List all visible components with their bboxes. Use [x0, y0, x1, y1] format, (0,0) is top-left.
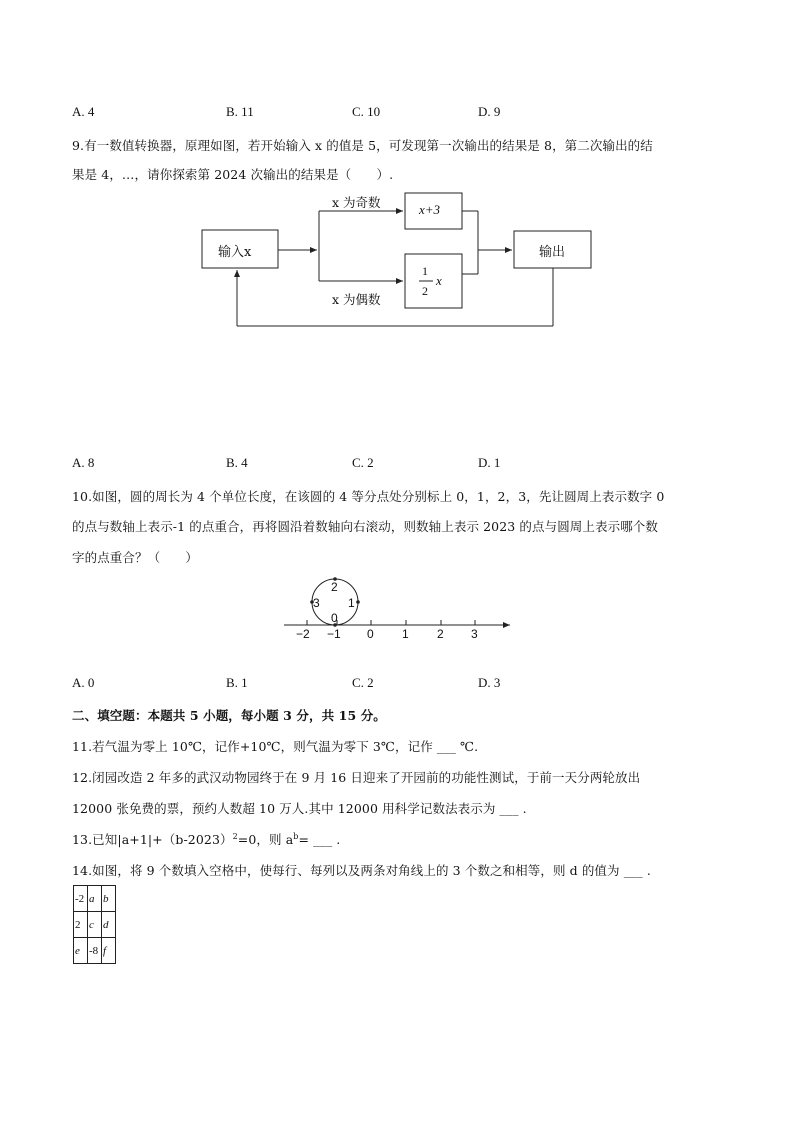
grid-cell: f: [102, 938, 116, 964]
axis-tick-2: 2: [437, 627, 444, 641]
grid-cell: d: [102, 912, 116, 938]
grid-cell: 2: [74, 912, 88, 938]
flow-odd-box-text: x+3: [419, 202, 441, 217]
magic-square-grid: [73, 885, 116, 964]
q8-option-a: A. 4: [72, 104, 95, 119]
flow-odd-label: x 为奇数: [332, 195, 381, 210]
q12-stem-line2: 12000 张免费的票，预约人数超 10 万人.其中 12000 用科学记数法表示为 ___ .: [72, 801, 527, 816]
flow-even-var: x: [436, 273, 442, 288]
flow-even-den: 2: [422, 284, 428, 298]
q10-option-d: D. 3: [478, 675, 501, 690]
grid-cell: c: [88, 912, 102, 938]
axis-tick-neg2: −2: [296, 627, 310, 641]
q13-mid: =0，则 a: [237, 832, 294, 847]
flow-even-num: 1: [422, 264, 428, 278]
q8-option-d: D. 9: [478, 104, 501, 119]
q10-stem-line3: 字的点重合？（ ）: [72, 550, 199, 565]
q14-stem: 14.如图，将 9 个数填入空格中，使每行、每列以及两条对角线上的 3 个数之和相等，则 d 的值为 ___ .: [72, 863, 651, 878]
circle-label-1: 1: [348, 596, 355, 610]
q8-option-c: C. 10: [352, 104, 381, 119]
q10-option-a: A. 0: [72, 675, 95, 690]
grid-cell: e: [74, 938, 88, 964]
axis-tick-0: 0: [367, 627, 374, 641]
q9-stem-line1: 9.有一数值转换器，原理如图，若开始输入 x 的值是 5，可发现第一次输出的结果是 8，第二次输出的结: [72, 138, 653, 153]
q9-option-d: D. 1: [478, 455, 501, 470]
grid-cell: a: [88, 886, 102, 912]
even-box: [405, 254, 462, 308]
q9-option-a: A. 8: [72, 455, 95, 470]
flow-even-label: x 为偶数: [332, 292, 381, 307]
q10-option-b: B. 1: [226, 675, 248, 690]
q8-option-b: B. 11: [226, 104, 254, 119]
q11-stem: 11.若气温为零上 10℃，记作+10℃，则气温为零下 3℃，记作 ___ ℃.: [72, 739, 479, 754]
circle-label-3: 3: [313, 596, 320, 610]
axis-tick-3: 3: [471, 627, 478, 641]
circle-label-2: 2: [331, 580, 338, 594]
q9-stem-line2: 果是 4，…，请你探索第 2024 次输出的结果是（ ）.: [72, 167, 394, 182]
circle-label-0: 0: [331, 611, 338, 625]
flow-output-label: 输出: [539, 245, 566, 260]
q13-suffix: = ___ .: [298, 832, 341, 847]
grid-cell: -2: [74, 886, 88, 912]
section-heading: 二、填空题：本题共 5 小题，每小题 3 分，共 15 分。: [72, 708, 386, 723]
q13-prefix: 13.已知|a+1|+（b-2023）: [72, 832, 233, 847]
grid-cell: b: [102, 886, 116, 912]
axis-tick-neg1: −1: [327, 627, 341, 641]
q13-exponent-b: b: [293, 831, 299, 841]
q10-option-c: C. 2: [352, 675, 374, 690]
q10-stem-line2: 的点与数轴上表示-1 的点重合，再将圆沿着数轴向右滚动，则数轴上表示 2023 的点与圆周上表示哪个数: [72, 519, 659, 534]
q13-stem: [72, 830, 340, 848]
q13-exponent: 2: [232, 831, 238, 841]
q9-option-c: C. 2: [352, 455, 374, 470]
axis-tick-1: 1: [402, 627, 409, 641]
q10-stem-line1: 10.如图，圆的周长为 4 个单位长度，在该圆的 4 等分点处分别标上 0，1，2，3，先让圆周上表示数字 0: [72, 489, 665, 504]
flow-input-label: 输入x: [218, 245, 252, 260]
q12-stem-line1: 12.闭园改造 2 年多的武汉动物园终于在 9 月 16 日迎来了开园前的功能性测试，于前一天分两轮放出: [72, 770, 641, 785]
grid-cell: -8: [88, 938, 102, 964]
q9-option-b: B. 4: [226, 455, 248, 470]
